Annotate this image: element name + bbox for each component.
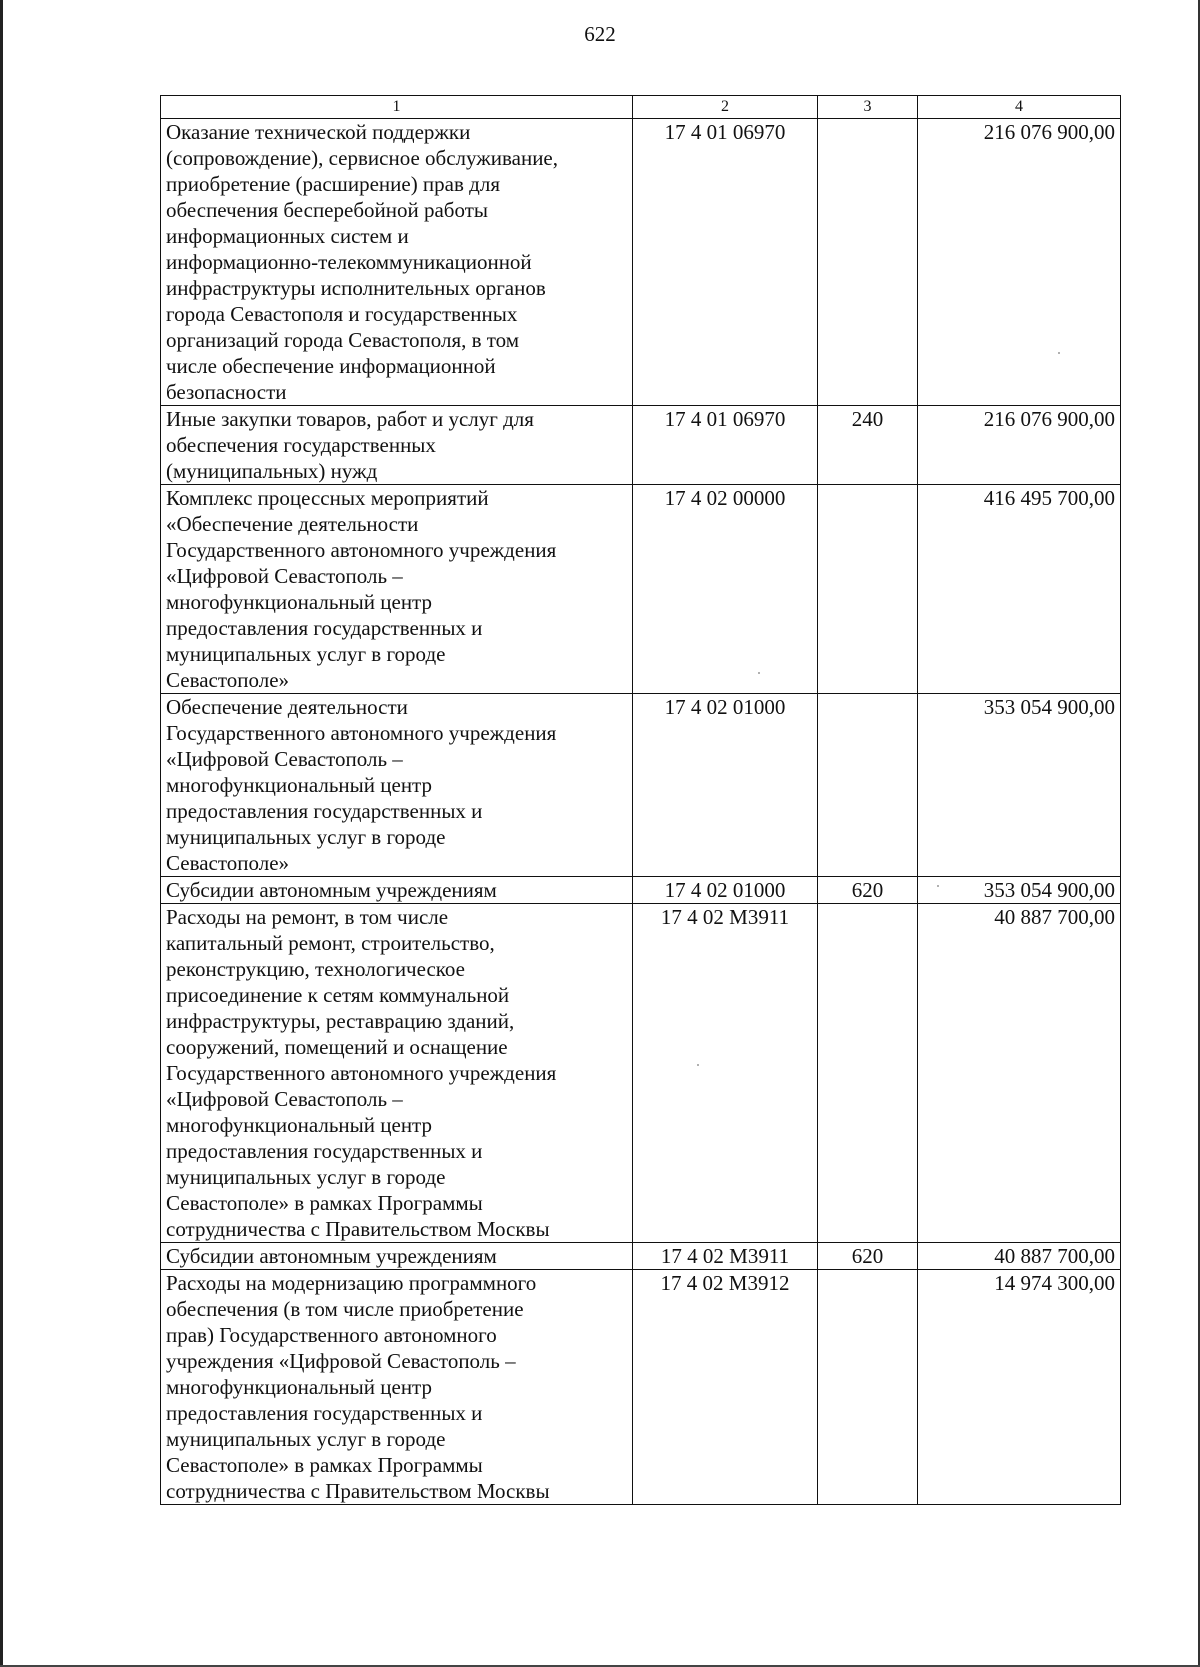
- table-row: [161, 119, 1121, 406]
- row-code: 17 4 02 М3911: [633, 904, 818, 1243]
- row-name: Оказание технической поддержки (сопровождение), сервисное обслуживание, приобретение (расширение) прав для обеспечения бесперебойной работы информационных систем и информационно-телекоммуникационной инфраструктуры исполнительных органов города Севастополя и государственных организаций города Севастополя, в том числе обеспечение информационной безопасности: [161, 119, 633, 406]
- row-type: [818, 1270, 918, 1505]
- row-amount: 14 974 300,00: [918, 1270, 1121, 1505]
- budget-table: [160, 95, 1121, 1505]
- page-number: 622: [584, 22, 616, 46]
- row-code: 17 4 02 01000: [633, 694, 818, 877]
- scan-edge-left: [0, 0, 3, 1667]
- row-type: 620: [818, 877, 918, 904]
- row-name: Субсидии автономным учреждениям: [161, 1243, 633, 1270]
- row-name: Иные закупки товаров, работ и услуг для обеспечения государственных (муниципальных) нужд: [161, 406, 633, 485]
- scan-speck: [758, 672, 760, 674]
- table-row: [161, 694, 1121, 877]
- header-cell-code: 2: [633, 96, 818, 119]
- row-type: [818, 119, 918, 406]
- row-amount: 353 054 900,00: [918, 694, 1121, 877]
- row-name: Обеспечение деятельности Государственного автономного учреждения «Цифровой Севастополь – многофункциональный центр предоставления государственных и муниципальных услуг в городе Севастополе»: [161, 694, 633, 877]
- header-cell-type: 3: [818, 96, 918, 119]
- table-row: [161, 877, 1121, 904]
- row-code: 17 4 02 01000: [633, 877, 818, 904]
- header-row: [161, 96, 1121, 119]
- row-type: 240: [818, 406, 918, 485]
- row-type: [818, 694, 918, 877]
- row-amount: 216 076 900,00: [918, 406, 1121, 485]
- table-row: [161, 406, 1121, 485]
- row-code: 17 4 01 06970: [633, 119, 818, 406]
- row-code: 17 4 02 00000: [633, 485, 818, 694]
- row-name: Расходы на модернизацию программного обеспечения (в том числе приобретение прав) Государственного автономного учреждения «Цифровой Севастополь – многофункциональный центр предоставления государственных и муниципальных услуг в городе Севастополе» в рамках Программы сотрудничества с Правительством Москвы: [161, 1270, 633, 1505]
- row-amount: 40 887 700,00: [918, 1243, 1121, 1270]
- row-amount: 416 495 700,00: [918, 485, 1121, 694]
- scan-speck: [697, 1064, 699, 1066]
- row-code: 17 4 02 М3912: [633, 1270, 818, 1505]
- header-cell-name: 1: [161, 96, 633, 119]
- table-row: [161, 1270, 1121, 1505]
- header-cell-amount: 4: [918, 96, 1121, 119]
- row-name: Расходы на ремонт, в том числе капитальный ремонт, строительство, реконструкцию, технологическое присоединение к сетям коммунальной инфраструктуры, реставрацию зданий, сооружений, помещений и оснащение Государственного автономного учреждения «Цифровой Севастополь – многофункциональный центр предоставления государственных и муниципальных услуг в городе Севастополе» в рамках Программы сотрудничества с Правительством Москвы: [161, 904, 633, 1243]
- row-type: 620: [818, 1243, 918, 1270]
- row-amount: 216 076 900,00: [918, 119, 1121, 406]
- scan-speck: [937, 885, 939, 887]
- table-row: [161, 1243, 1121, 1270]
- scan-speck: [1058, 352, 1060, 354]
- row-name: Субсидии автономным учреждениям: [161, 877, 633, 904]
- row-amount: 353 054 900,00: [918, 877, 1121, 904]
- row-name: Комплекс процессных мероприятий «Обеспечение деятельности Государственного автономного учреждения «Цифровой Севастополь – многофункциональный центр предоставления государственных и муниципальных услуг в городе Севастополе»: [161, 485, 633, 694]
- row-code: 17 4 02 М3911: [633, 1243, 818, 1270]
- table-row: [161, 904, 1121, 1243]
- row-type: [818, 485, 918, 694]
- row-code: 17 4 01 06970: [633, 406, 818, 485]
- row-type: [818, 904, 918, 1243]
- row-amount: 40 887 700,00: [918, 904, 1121, 1243]
- table-row: [161, 485, 1121, 694]
